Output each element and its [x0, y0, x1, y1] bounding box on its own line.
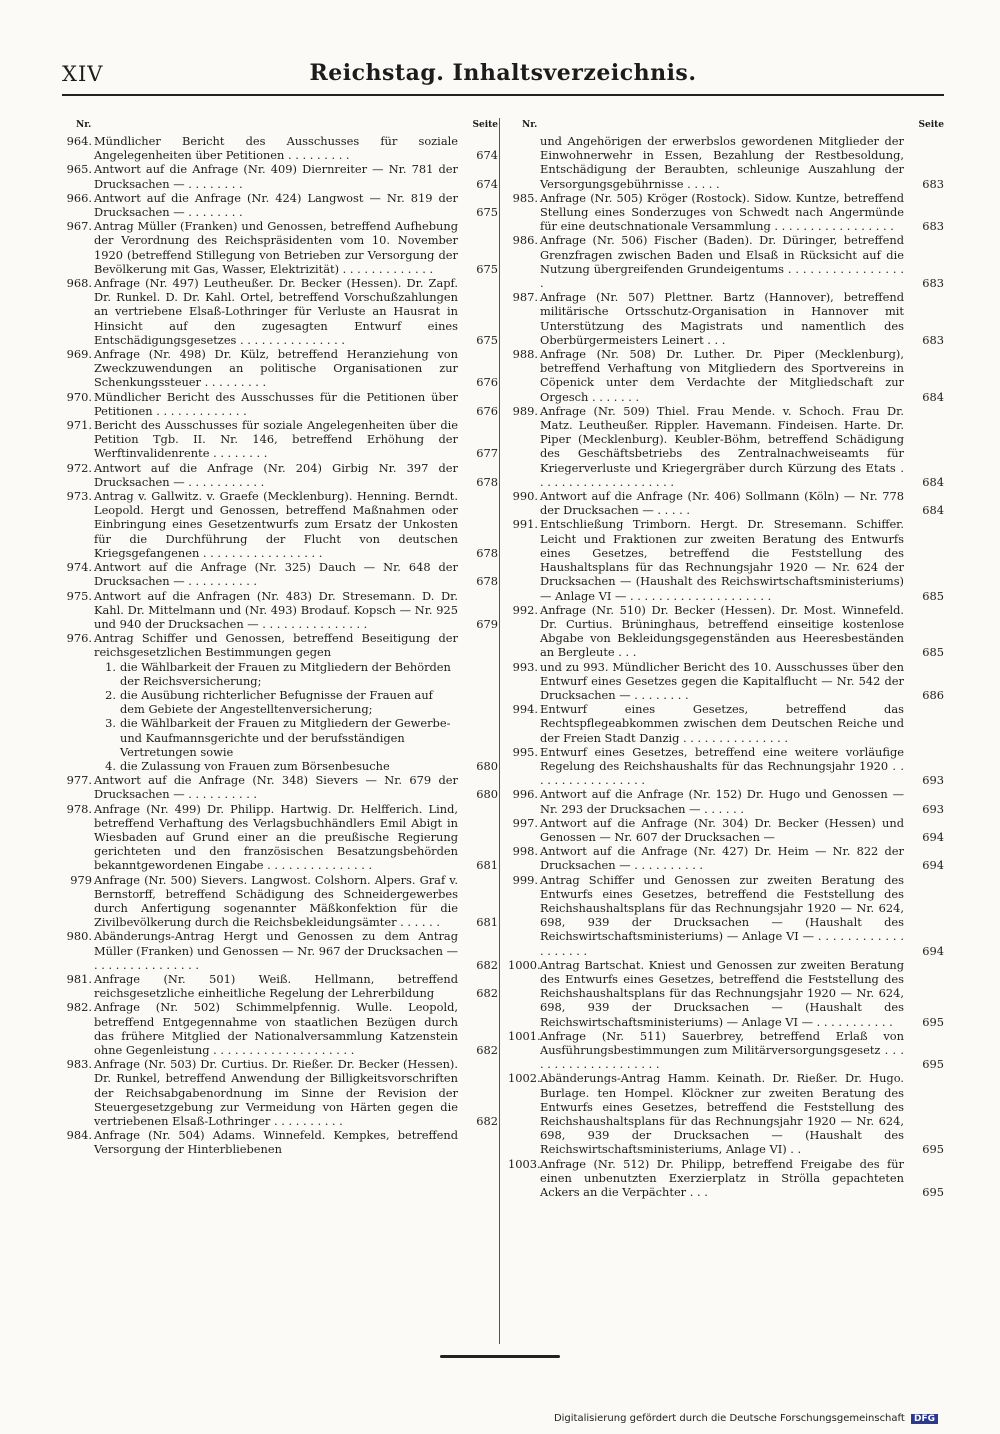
entry-page: 693 — [922, 801, 944, 816]
toc-entry — [508, 844, 944, 872]
toc-entry — [508, 958, 944, 1029]
left-entries — [62, 134, 498, 660]
entry-page: 678 — [476, 545, 498, 560]
toc-entry — [62, 589, 498, 632]
entry-text: Anfrage (Nr. 502) Schimmelpfennig. Wulle. Leopold, betreffend Entgegennahme von staatlichen Bezügen durch das frühere Mitglied der Nationalversammlung Katzenstein ohne Gegenleistung . . . . . . . . . . . . . . . . . . . . — [94, 1000, 458, 1057]
subitem-number: 3. — [105, 716, 116, 731]
entry-number: 982. — [66, 1000, 92, 1015]
entry-page: 685 — [922, 645, 944, 660]
seite-label: Seite — [918, 120, 944, 130]
entry-number: 999. — [512, 872, 538, 887]
entry-number: 995. — [512, 744, 538, 759]
page-number: XIV — [62, 62, 104, 86]
entry-text: Antwort auf die Anfrage (Nr. 325) Dauch — Nr. 648 der Drucksachen — . . . . . . . . . . — [94, 560, 458, 589]
toc-entry — [62, 489, 498, 560]
entry-number: 1003. — [508, 1156, 541, 1171]
entry-number: 976. — [66, 631, 92, 646]
entry-number: 964. — [66, 134, 92, 148]
entry-text: Antrag Schiffer und Genossen, betreffend Beseitigung der reichsgesetzlichen Bestimmungen gegen — [94, 631, 458, 660]
entry-page: 676 — [476, 403, 498, 418]
toc-entry — [62, 418, 498, 461]
column-divider — [499, 118, 500, 1344]
entry-text: Anfrage (Nr. 500) Sievers. Langwost. Colshorn. Alpers. Graf v. Bernstorff, betreffend Schädigung des Schneidergewerbes durch Anfertigung sogenannter Mäßkonfektion für die Zivilbevölkerung durch die Reichsbekleidungsämter . . . . . . — [94, 872, 458, 930]
entry-text: Antwort auf die Anfrage (Nr. 427) Dr. Heim — Nr. 822 der Drucksachen — . . . . . . . . . . — [540, 844, 904, 873]
left-column — [62, 118, 498, 1344]
toc-entry — [508, 702, 944, 745]
entry-page: 679 — [476, 616, 498, 631]
entry-page: 694 — [922, 943, 944, 958]
entry-page: 683 — [922, 332, 944, 347]
entry-number: 998. — [512, 844, 538, 859]
seite-label: Seite — [472, 120, 498, 130]
entry-number: 973. — [66, 489, 92, 504]
entry-number: 990. — [512, 489, 538, 504]
entry-number: 987. — [512, 290, 538, 305]
entry-page: 680 — [476, 787, 498, 802]
toc-entry — [62, 1000, 498, 1057]
toc-entry — [62, 773, 498, 801]
toc-entry — [62, 276, 498, 347]
toc-entry — [508, 1071, 944, 1156]
entry-text: Antwort auf die Anfrage (Nr. 406) Sollmann (Köln) — Nr. 778 der Drucksachen — . . . . . — [540, 489, 904, 518]
entry-text: Anfrage (Nr. 510) Dr. Becker (Hessen). Dr. Most. Winnefeld. Dr. Curtius. Brüninghaus, betreffend einseitige kostenlose Abgabe von Bekleidungsgegenständen aus Heeresbeständen an Bergleute . . . — [540, 602, 904, 660]
entry-text: Anfrage (Nr. 511) Sauerbrey, betreffend Erlaß von Ausführungsbestimmungen zum Militärversorgungsgesetz . . . . . . . . . . . . . . . . . . . . — [540, 1028, 904, 1072]
subitem-text: die Ausübung richterlicher Befugnisse der Frauen auf dem Gebiete der Angestelltenversicherung; — [120, 687, 433, 717]
entry-number: 994. — [512, 702, 538, 717]
toc-entry — [508, 660, 944, 703]
subitem-text: die Wählbarkeit der Frauen zu Mitgliedern der Behörden der Reichsversicherung; — [120, 659, 451, 688]
entry-number: 996. — [512, 787, 538, 802]
entry-text: Antwort auf die Anfrage (Nr. 409) Diernreiter — Nr. 781 der Drucksachen — . . . . . . . . — [94, 162, 458, 191]
toc-entry — [508, 347, 944, 404]
entry-page: 686 — [922, 687, 944, 702]
entry-number: 967. — [66, 219, 92, 234]
entry-number: 1000. — [508, 957, 541, 972]
entry-page: 684 — [922, 389, 944, 404]
entry-number: 988. — [512, 347, 538, 362]
toc-entry — [508, 489, 944, 517]
entry-page: 683 — [922, 276, 944, 291]
entry-number: 975. — [66, 588, 92, 603]
entry-page: 685 — [922, 588, 944, 603]
entry-text: Entwurf eines Gesetzes, betreffend eine weitere vorläufige Regelung des Reichshaushalts für das Rechnungsjahr 1920 . . . . . . . . . . . . . . . . . — [540, 744, 904, 788]
nr-label: Nr. — [76, 120, 92, 130]
toc-entry — [508, 873, 944, 958]
entry-page: 677 — [476, 446, 498, 461]
entry-number: 997. — [512, 815, 538, 830]
entry-number: 969. — [66, 347, 92, 362]
entry-text: Anfrage (Nr. 497) Leutheußer. Dr. Becker (Hessen). Dr. Zapf. Dr. Runkel. D. Dr. Kahl. Ortel, betreffend Vorschußzahlungen an vertriebene Elsaß-Lothringer für Verluste an Hausrat in Hinsicht auf den zugesagten Entwurf eines Entschädigungsgesetzes . . . . . . . . . . . . . . . — [94, 276, 458, 347]
entry-text: Anfrage (Nr. 507) Plettner. Bartz (Hannover), betreffend militärische Ortsschutz-Organisation in Hannover mit Unterstützung des Magistrats und namentlich des Oberbürgermeisters Leinert . . . — [540, 290, 904, 347]
left-entries-continued — [62, 773, 498, 1156]
entry-number: 989. — [512, 403, 538, 418]
entry-number: 983. — [66, 1057, 92, 1072]
toc-entry — [508, 603, 944, 660]
entry-text: Abänderungs-Antrag Hergt und Genossen zu dem Antrag Müller (Franken) und Genossen — Nr. 967 der Drucksachen — . . . . . . . . . . . . . . . — [94, 929, 458, 972]
entry-number: 1001. — [508, 1028, 541, 1043]
entry-page: 695 — [922, 1142, 944, 1157]
entry-number: 985. — [512, 190, 538, 205]
entry-page: 675 — [476, 205, 498, 220]
entry-page: 682 — [476, 957, 498, 972]
entry-page: 684 — [922, 474, 944, 489]
entry-number: 972. — [66, 460, 92, 475]
entry-text: Anfrage (Nr. 506) Fischer (Baden). Dr. Düringer, betreffend Grenzfragen zwischen Baden und Elsaß in Rücksicht auf die Nutzung übergreifenden Grundeigentums . . . . . . . . . . . . . . . . . — [540, 233, 904, 291]
entry-page: 681 — [476, 858, 498, 873]
toc-entry — [508, 134, 944, 191]
nr-label: Nr. — [522, 120, 538, 130]
entry-number: 978. — [66, 801, 92, 816]
subitem-text: die Zulassung von Frauen zum Börsenbesuche — [120, 758, 390, 773]
right-entries — [508, 134, 944, 1199]
subitem-text: die Wählbarkeit der Frauen zu Mitgliedern der Gewerbe- und Kaufmannsgerichte und der berufsständigen Vertretungen sowie — [120, 716, 451, 759]
entry-text: Entwurf eines Gesetzes, betreffend das Rechtspflegeabkommen zwischen dem Deutschen Reiche und der Freien Stadt Danzig . . . . . . . . . . . . . . . — [540, 702, 904, 745]
entry-text: Antwort auf die Anfragen (Nr. 483) Dr. Stresemann. D. Dr. Kahl. Dr. Mittelmann und (Nr. 493) Brodauf. Kopsch — Nr. 925 und 940 der Drucksachen — . . . . . . . . . . . . . . . — [94, 588, 458, 631]
entry-number: 970. — [66, 389, 92, 404]
entry-text: Anfrage (Nr. 512) Dr. Philipp, betreffend Freigabe des für einen unbenutzten Exerzierplatz in Strölla gepachteten Ackers an die Verpächter . . . — [540, 1156, 904, 1200]
subitem-number: 4. — [105, 758, 116, 773]
entry-text: Anfrage (Nr. 509) Thiel. Frau Mende. v. Schoch. Frau Dr. Matz. Leutheußer. Rippler. Havemann. Findeisen. Harte. Dr. Piper (Mecklenburg). Keubler-Böhm, betreffend Schädigung des Geschäftsbetriebs des Zentralnachweiseamts für Kriegerverluste und Kriegergräber durch Kürzung des Etats . . . . . . . . . . . . . . . . . . . . — [540, 403, 904, 489]
toc-subitem — [62, 759, 498, 773]
entry-text: Bericht des Ausschusses für soziale Angelegenheiten über die Petition Tgb. II. Nr. 146, betreffend Erhöhung der Werftinvalidenrente . . . . . . . . — [94, 418, 458, 461]
entry-text: Antwort auf die Anfrage (Nr. 348) Sievers — Nr. 679 der Drucksachen — . . . . . . . . . . — [94, 773, 458, 802]
toc-subitem — [62, 660, 498, 688]
toc-entry — [508, 517, 944, 602]
entry-number: 971. — [66, 418, 92, 433]
entry-text: Mündlicher Bericht des Ausschusses für die Petitionen über Petitionen . . . . . . . . . . . . . — [94, 389, 458, 418]
toc-entry — [62, 631, 498, 659]
entry-page: 675 — [476, 261, 498, 276]
entry-text: Antrag Bartschat. Kniest und Genossen zur zweiten Beratung des Entwurfs eines Gesetzes, betreffend die Feststellung des Reichshaushaltsplans für das Rechnungsjahr 1920 — Nr. 624, 698, 939 der Drucksachen — (Haushalt des Reichswirtschaftsministeriums) — Anlage VI — . . . . . . . . . . . — [540, 957, 904, 1029]
subitem-number: 2. — [105, 687, 116, 702]
entry-text: Antrag Müller (Franken) und Genossen, betreffend Aufhebung der Verordnung des Reichspräsidenten vom 10. November 1920 (betreffend Stillegung von Betrieben zur Versorgung der Bevölkerung mit Gas, Wasser, Elektrizität) . . . . . . . . . . . . . — [94, 219, 458, 276]
entry-text: Mündlicher Bericht des Ausschusses für soziale Angelegenheiten über Petitionen . . . . . . . . . — [94, 134, 458, 163]
entry-page: 676 — [476, 375, 498, 390]
entry-text: und Angehörigen der erwerbslos gewordenen Mitglieder der Einwohnerwehr in Essen, Bezahlung der Restbesoldung, Entschädigung der Beraubten, schleunige Auszahlung der Versorgungsgebührnisse . . . . . — [540, 134, 904, 191]
dfg-logo: DFG — [911, 1414, 938, 1424]
toc-entry — [62, 219, 498, 276]
subitem-number: 1. — [105, 659, 116, 674]
footer-credit — [554, 1413, 938, 1424]
entry-page: 682 — [476, 1043, 498, 1057]
entry-number: 980. — [66, 929, 92, 944]
toc-entry — [508, 404, 944, 489]
entry-text: Antwort auf die Anfrage (Nr. 152) Dr. Hugo und Genossen — Nr. 293 der Drucksachen — . . . . . . — [540, 787, 904, 816]
toc-entry — [508, 191, 944, 234]
entry-page: 678 — [476, 574, 498, 589]
toc-entry — [62, 461, 498, 489]
entry-number: 977. — [66, 773, 92, 788]
end-rule — [440, 1355, 560, 1358]
entry-text: Anfrage (Nr. 498) Dr. Külz, betreffend Heranziehung von Zweckzuwendungen an politische Organisationen zur Schenkungssteuer . . . . . . . . . — [94, 347, 458, 390]
entry-number: 993. — [512, 659, 538, 674]
entry-number: 991. — [512, 517, 538, 532]
toc-entry — [508, 745, 944, 788]
entry-number: 979 — [70, 872, 92, 887]
entry-page: 695 — [922, 1014, 944, 1029]
subitem-page: 680 — [476, 758, 498, 773]
left-column-header — [62, 118, 498, 134]
entry-text: Anfrage (Nr. 503) Dr. Curtius. Dr. Rießer. Dr. Becker (Hessen). Dr. Runkel, betreffend Anwendung der Billigkeitsvorschriften der Reichsabgabenordnung im Sinne der Revision der Steuergesetzgebung zur Vermeidung von Härten gegen die vertriebenen Elsaß-Lothringer . . . . . . . . . . — [94, 1057, 458, 1129]
entry-page: 684 — [922, 503, 944, 518]
entry-number: 965. — [66, 162, 92, 177]
right-column — [508, 118, 944, 1344]
entry-text: Anfrage (Nr. 504) Adams. Winnefeld. Kempkes, betreffend Versorgung der Hinterbliebenen — [94, 1128, 458, 1157]
toc-entry — [62, 802, 498, 873]
entry-text: Entschließung Trimborn. Hergt. Dr. Stresemann. Schiffer. Leicht und Fraktionen zur zweiten Beratung des Entwurfs eines Gesetzes, betreffend die Feststellung des Haushaltsplans für das Rechnungsjahr 1920 — Nr. 624 der Drucksachen — (Haushalt des Reichswirtschaftsministeriums) — Anlage VI — . . . . . . . . . . . . . . . . . . . . — [540, 517, 904, 603]
toc-entry — [62, 929, 498, 972]
entry-text: Antwort auf die Anfrage (Nr. 204) Girbig Nr. 397 der Drucksachen — . . . . . . . . . . . — [94, 460, 458, 489]
entry-page: 695 — [922, 1057, 944, 1072]
toc-entry — [508, 1157, 944, 1200]
toc-entry — [62, 1128, 498, 1156]
entry-number: 974. — [66, 560, 92, 575]
entry-page: 674 — [476, 176, 498, 191]
entry-page: 675 — [476, 332, 498, 347]
toc-entry — [62, 560, 498, 588]
entry-page: 678 — [476, 474, 498, 489]
entry-page: 693 — [922, 773, 944, 788]
entry-text: und zu 993. Mündlicher Bericht des 10. Ausschusses über den Entwurf eines Gesetzes gegen die Kapitalflucht — Nr. 542 der Drucksachen — . . . . . . . . — [540, 659, 904, 702]
toc-entry — [62, 347, 498, 390]
entry-page: 682 — [476, 1114, 498, 1129]
left-subitems — [62, 660, 498, 774]
entry-text: Anfrage (Nr. 499) Dr. Philipp. Hartwig. Dr. Helfferich. Lind, betreffend Verhaftung des Verlagsbuchhändlers Emil Abigt in Wiesbaden auf Grund einer an die preußische Regierung gerichteten und den französischen Besatzungsbehörden bekanntgewordenen Eingabe . . . . . . . . . . . . . . . — [94, 801, 458, 873]
toc-entry — [62, 390, 498, 418]
toc-entry — [62, 972, 498, 1000]
entry-text: Antrag Schiffer und Genossen zur zweiten Beratung des Entwurfs eines Gesetzes, betreffend die Feststellung des Reichshaushaltsplans für das Rechnungsjahr 1920 — Nr. 624, 698, 939 der Drucksachen — (Haushalt des Reichswirtschaftsministeriums) — Anlage VI — . . . . . . . . . . . . . . . . . . . — [540, 872, 904, 958]
entry-number: 981. — [66, 971, 92, 986]
entry-page: 681 — [476, 915, 498, 930]
toc-entry — [508, 816, 944, 844]
toc-entry — [508, 233, 944, 290]
entry-number: 966. — [66, 190, 92, 205]
entry-page: 694 — [922, 858, 944, 873]
running-title: Reichstag. Inhaltsverzeichnis. — [309, 60, 697, 86]
entry-text: Antwort auf die Anfrage (Nr. 304) Dr. Becker (Hessen) und Genossen — Nr. 607 der Drucksachen — — [540, 815, 904, 844]
entry-text: Anfrage (Nr. 508) Dr. Luther. Dr. Piper (Mecklenburg), betreffend Verhaftung von Mitgliedern des Sportvereins in Cöpenick unter dem Verdachte der Mitgliedschaft zur Orgesch . . . . . . . — [540, 347, 904, 404]
toc-entry — [62, 134, 498, 162]
toc-subitem — [62, 716, 498, 759]
entry-page: 695 — [922, 1185, 944, 1200]
right-column-header — [508, 118, 944, 134]
entry-number: 992. — [512, 602, 538, 617]
toc-entry — [62, 162, 498, 190]
entry-number: 968. — [66, 276, 92, 291]
entry-page: 683 — [922, 176, 944, 191]
toc-entry — [508, 290, 944, 347]
entry-page: 674 — [476, 148, 498, 163]
entry-page: 682 — [476, 986, 498, 1001]
toc-entry — [508, 1029, 944, 1072]
entry-page: 694 — [922, 829, 944, 844]
entry-text: Antrag v. Gallwitz. v. Graefe (Mecklenburg). Henning. Berndt. Leopold. Hergt und Genossen, betreffend Maßnahmen oder Einbringung eines Gesetzentwurfs zum Ersatz der Unkosten für die Durchführung der Flucht von deutschen Kriegsgefangenen . . . . . . . . . . . . . . . . . — [94, 489, 458, 560]
entry-text: Abänderungs-Antrag Hamm. Keinath. Dr. Rießer. Dr. Hugo. Burlage. ten Hompel. Klöckner zur zweiten Beratung des Entwurfs eines Gesetzes, betreffend die Feststellung des Reichshaushaltsplans für das Rechnungsjahr 1920 — Nr. 624, 698, 939 der Drucksachen — (Haushalt des Reichswirtschaftsministeriums, Anlage VI) . . — [540, 1071, 904, 1157]
entry-page: 683 — [922, 219, 944, 234]
toc-entry — [62, 873, 498, 930]
entry-number: 986. — [512, 233, 538, 248]
entry-text: Anfrage (Nr. 505) Kröger (Rostock). Sidow. Kuntze, betreffend Stellung eines Sonderzuges von Schwedt nach Angermünde für eine deutschnationale Versammlung . . . . . . . . . . . . . . . . . — [540, 190, 904, 234]
entry-number: 984. — [66, 1128, 92, 1143]
page-header — [62, 58, 944, 96]
footer-credit-text: Digitalisierung gefördert durch die Deutsche Forschungsgemeinschaft — [553, 1413, 905, 1424]
entry-text: Anfrage (Nr. 501) Weiß. Hellmann, betreffend reichsgesetzliche einheitliche Regelung der Lehrerbildung — [94, 971, 458, 1001]
entry-number: 1002. — [508, 1071, 541, 1086]
toc-entry — [508, 787, 944, 815]
entry-text: Antwort auf die Anfrage (Nr. 424) Langwost — Nr. 819 der Drucksachen — . . . . . . . . — [94, 190, 458, 220]
toc-entry — [62, 1057, 498, 1128]
toc-subitem — [62, 688, 498, 716]
toc-entry — [62, 191, 498, 219]
